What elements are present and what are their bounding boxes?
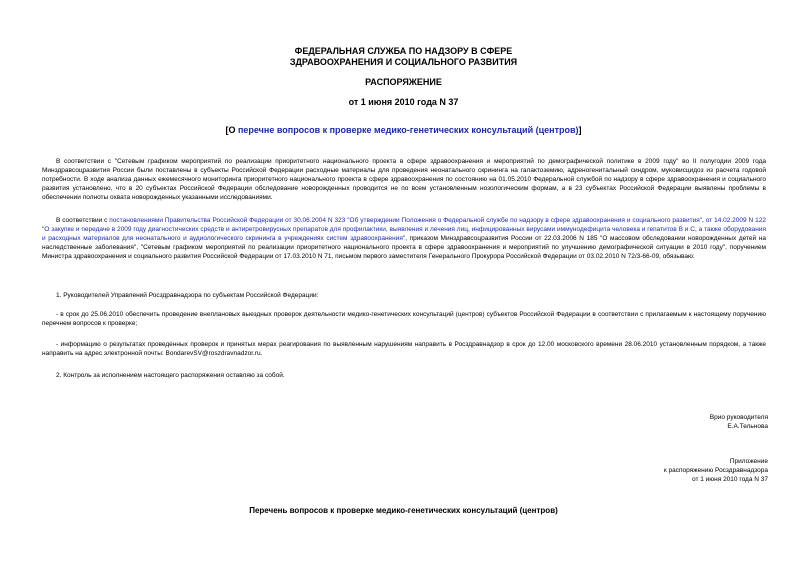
- org-line-1: ФЕДЕРАЛЬНАЯ СЛУЖБА ПО НАДЗОРУ В СФЕРЕ: [294, 46, 513, 56]
- p2-separator: ,: [702, 217, 706, 224]
- paragraph-6: 2. Контроль за исполнением настоящего распоряжения оставляю за собой.: [56, 372, 285, 379]
- subject-link[interactable]: перечне вопросов к проверке медико-генетических консультаций (центров): [237, 125, 579, 135]
- appendix-date: от 1 июня 2010 года N 37: [691, 476, 768, 483]
- appendix-ref: к распоряжению Росздравнадзора: [663, 467, 768, 474]
- organization-name: [0, 46, 807, 68]
- document-date-number: от 1 июня 2010 года N 37: [348, 97, 459, 107]
- decree-link-323[interactable]: постановлениями Правительства Российской Федерации от 30.06.2004 N 323 "Об утверждении Положения о Федеральной службе по надзору в сфере здравоохранения и социального развития": [109, 217, 703, 224]
- appendix-title: Перечень вопросов к проверке медико-генетических консультаций (центров): [249, 506, 558, 515]
- paragraph-1: В соответствии с "Сетевым графиком мероприятий по реализации приоритетного национального проекта в сфере здравоохранения и мероприятий по демографической политике в 2009 году" во II полугодии 2009 года Минздравсоцразвития России были поставлены в субъекты Российской Федерации расходные материалы для проведения неонатального скрининга на галактоземию, адреногенитальный синдром, муковисцидоз из расчета годовой потребности. В ходе анализа данных ежемесячного мониторинга приоритетного национального проекта в сфере здравоохранения по состоянию на 01.05.2010 Федеральной службой по надзору в сфере здравоохранения и социального развития установлено, что в 20 субъектах Российской Федерации обследование новорожденных проводится не по всем установленным нозологическим формам, а в 23 субъектах Российской Федерации выявлены проблемы в обеспечении полноты охвата новорожденных указанными исследованиями.: [42, 158, 766, 201]
- subject-open-bracket: [О: [225, 125, 238, 135]
- paragraph-2: [42, 216, 766, 261]
- org-line-2: ЗДРАВООХРАНЕНИЯ И СОЦИАЛЬНОГО РАЗВИТИЯ: [289, 57, 518, 67]
- signer-name: Е.А.Тельнова: [727, 423, 768, 430]
- appendix-label: Приложение: [729, 458, 768, 465]
- appendix-reference: [664, 457, 768, 484]
- signature-block: [710, 413, 768, 431]
- paragraph-5: - информацию о результатах проведенных проверок и принятых мерах реагирования по выявленным нарушениям направить в Росздравнадзор в срок до 12.00 московского времени 28.06.2010 установленным порядком, а также направить на адрес электронной почты: BondarevSV@roszdravnadzor.ru.: [42, 341, 766, 357]
- p2-prefix: В соответствии с: [56, 217, 110, 224]
- document-type: РАСПОРЯЖЕНИЕ: [365, 77, 442, 87]
- signer-position: Врио руководителя: [709, 414, 768, 421]
- document-subject: [0, 125, 807, 135]
- paragraph-4: - в срок до 25.06.2010 обеспечить проведение внеплановых выездных проверок деятельности медико-генетических консультаций (центров) субъектов Российской Федерации в соответствии с прилагаемым к настоящему поручению перечнем вопросов к проверке;: [42, 311, 766, 327]
- decree-link-122[interactable]: от 14.02.2009 N 122 "О закупке и передаче в 2009 году диагностических средств и антиретровирусных препаратов для профилактики, выявления и лечения лиц, инфицированных вирусами иммунодефицита человека и гепатитов B и C, а также оборудования и расходных материалов для неонатального и аудиологического скрининга в учреждениях систем здравоохранения": [42, 217, 766, 242]
- paragraph-3: 1. Руководителей Управлений Росздравнадзора по субъектам Российской Федерации:: [56, 292, 319, 299]
- subject-close-bracket: ]: [578, 125, 582, 135]
- p2-suffix: , приказом Минздравсоцразвития России от 22.03.2006 N 185 "О массовом обследовании новорожденных детей на наследственные заболевания", "Сетевым графиком мероприятий по реализации приоритетного национального проекта в сфере здравоохранения и мероприятий по улучшению демографической ситуации в 2010 году", поручением Министра здравоохранения и социального развития Российской Федерации от 17.03.2010 N 71, письмом первого заместителя Генерального Прокурора Российской Федерации от 03.02.2010 N 72/3-66-09, обязываю:: [42, 235, 766, 260]
